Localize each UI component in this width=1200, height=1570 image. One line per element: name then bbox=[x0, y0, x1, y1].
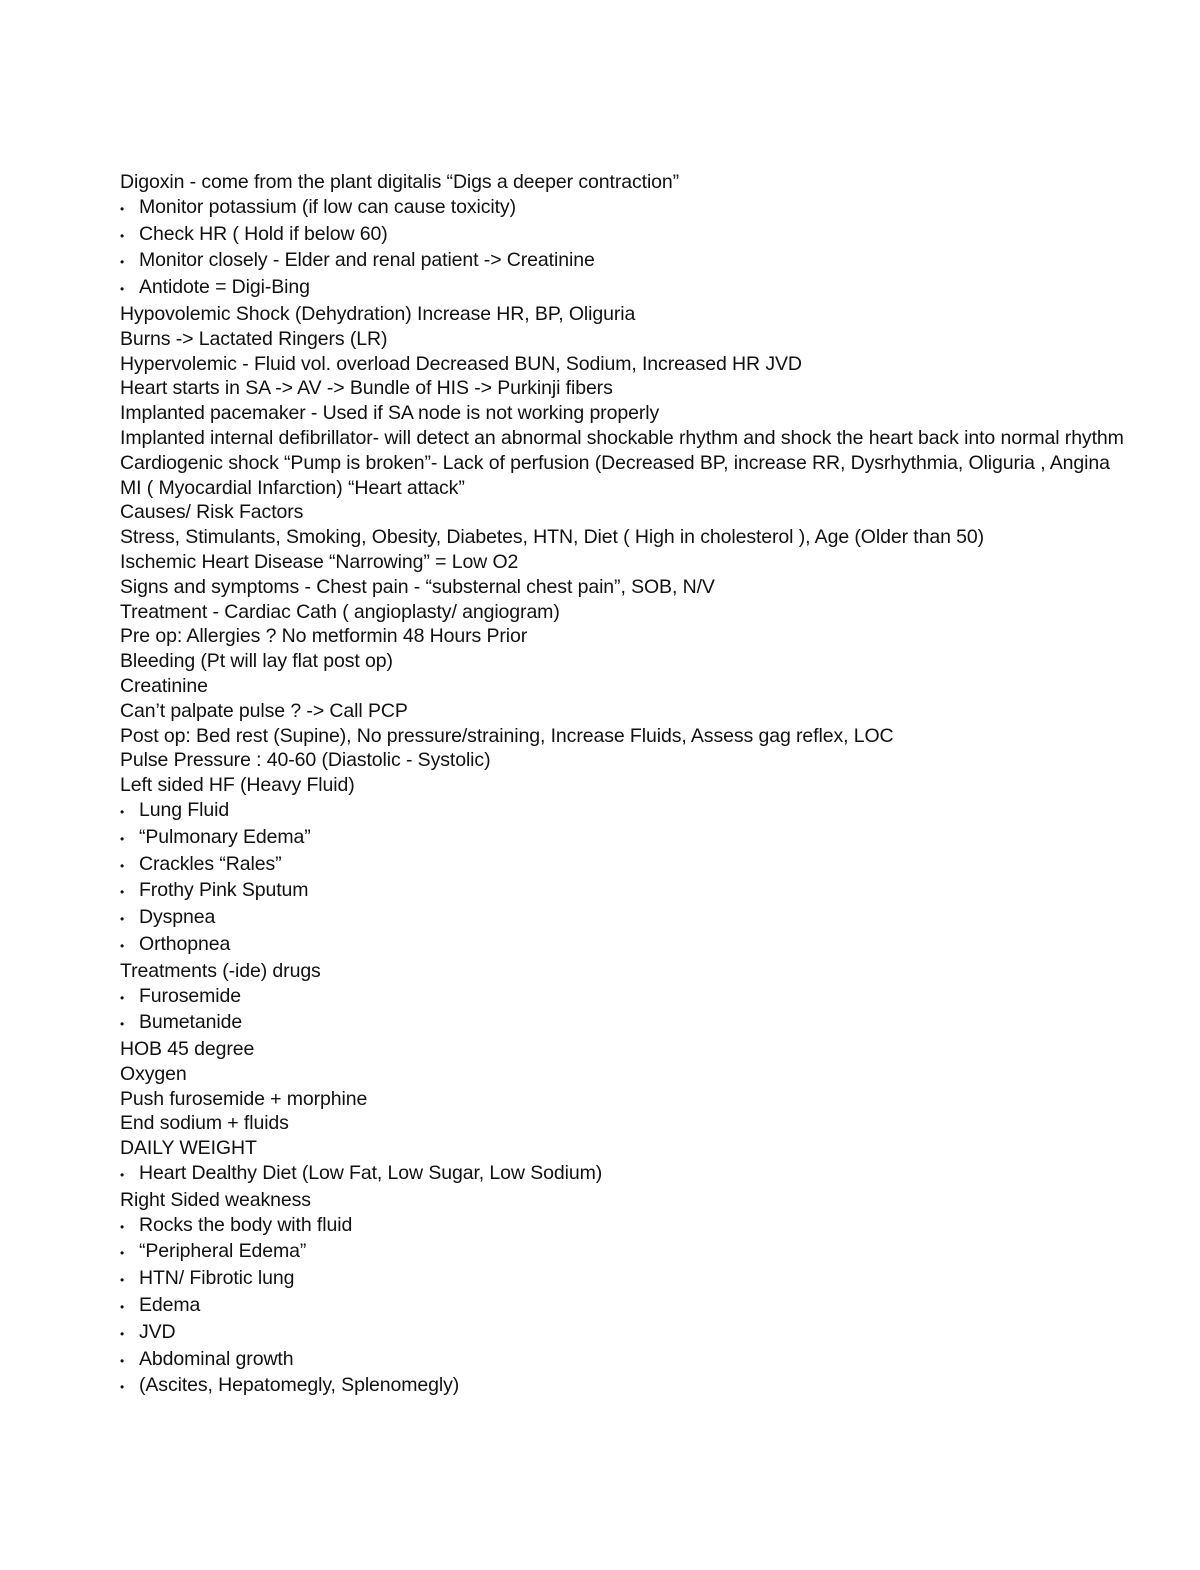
bullet-marker: • bbox=[120, 1300, 125, 1315]
text-line: End sodium + fluids bbox=[120, 1112, 289, 1135]
bullet-item bbox=[120, 222, 1160, 249]
text-line: Oxygen bbox=[120, 1062, 187, 1085]
text-line: Implanted pacemaker - Used if SA node is not working properly bbox=[120, 402, 660, 425]
bullet-text: HTN/ Fibrotic lung bbox=[139, 1267, 295, 1290]
bullet-item bbox=[120, 878, 1160, 905]
bullet-item bbox=[120, 1266, 1160, 1293]
text-line: Stress, Stimulants, Smoking, Obesity, Diabetes, HTN, Diet ( High in cholesterol ), Age (Older than 50) bbox=[120, 526, 985, 549]
bullet-marker: • bbox=[120, 1168, 125, 1183]
bullet-item bbox=[120, 275, 1160, 302]
bullet-text: Dyspnea bbox=[139, 906, 216, 929]
bullet-marker: • bbox=[120, 255, 125, 270]
bullet-text: Bumetanide bbox=[139, 1011, 243, 1034]
bullet-item bbox=[120, 1320, 1160, 1347]
bullet-marker: • bbox=[120, 1017, 125, 1032]
bullet-text: Monitor potassium (if low can cause toxicity) bbox=[139, 195, 516, 218]
text-line: Bleeding (Pt will lay flat post op) bbox=[120, 650, 393, 673]
text-line: Treatments (-ide) drugs bbox=[120, 959, 321, 982]
bullet-text: Orthopnea bbox=[139, 932, 231, 955]
text-line: Creatinine bbox=[120, 674, 208, 697]
bullet-marker: • bbox=[120, 1246, 125, 1261]
bullet-text: Edema bbox=[139, 1294, 201, 1317]
bullet-item bbox=[120, 852, 1160, 879]
bullet-item bbox=[120, 1293, 1160, 1320]
bullet-text: Lung Fluid bbox=[139, 798, 230, 821]
text-line: Pulse Pressure : 40-60 (Diastolic - Systolic) bbox=[120, 749, 491, 772]
bullet-marker: • bbox=[120, 885, 125, 900]
text-line: MI ( Myocardial Infarction) “Heart attack” bbox=[120, 476, 465, 499]
bullet-item bbox=[120, 195, 1160, 222]
text-line: Push furosemide + morphine bbox=[120, 1087, 368, 1110]
bullet-marker: • bbox=[120, 1353, 125, 1368]
bullet-marker: • bbox=[120, 282, 125, 297]
bullet-text: “Peripheral Edema” bbox=[139, 1240, 307, 1263]
text-line: Right Sided weakness bbox=[120, 1188, 311, 1211]
bullet-marker: • bbox=[120, 228, 125, 243]
bullet-text: Monitor closely - Elder and renal patient -> Creatinine bbox=[139, 249, 595, 272]
bullet-item bbox=[120, 825, 1160, 852]
bullet-item bbox=[120, 905, 1160, 932]
text-line: Ischemic Heart Disease “Narrowing” = Low O2 bbox=[120, 550, 519, 573]
text-line: Implanted internal defibrillator- will detect an abnormal shockable rhythm and shock the heart back into normal rhythm bbox=[120, 426, 1124, 449]
text-line: Cardiogenic shock “Pump is broken”- Lack of perfusion (Decreased BP, increase RR, Dysrhythmia, Oliguria , Angina bbox=[120, 451, 1110, 474]
text-line: DAILY WEIGHT bbox=[120, 1137, 257, 1160]
bullet-marker: • bbox=[120, 1326, 125, 1341]
bullet-marker: • bbox=[120, 831, 125, 846]
bullet-item bbox=[120, 1373, 1160, 1400]
bullet-marker: • bbox=[120, 912, 125, 927]
bullet-marker: • bbox=[120, 201, 125, 216]
bullet-item bbox=[120, 1347, 1160, 1374]
text-line: Hypervolemic - Fluid vol. overload Decreased BUN, Sodium, Increased HR JVD bbox=[120, 352, 802, 375]
bullet-text: Frothy Pink Sputum bbox=[139, 879, 309, 902]
text-line: Signs and symptoms - Chest pain - “substernal chest pain”, SOB, N/V bbox=[120, 575, 715, 598]
text-line: Left sided HF (Heavy Fluid) bbox=[120, 774, 355, 797]
bullet-text: Antidote = Digi-Bing bbox=[139, 276, 310, 299]
text-line: HOB 45 degree bbox=[120, 1038, 255, 1061]
text-line: Pre op: Allergies ? No metformin 48 Hours Prior bbox=[120, 625, 528, 648]
bullet-text: (Ascites, Hepatomegly, Splenomegly) bbox=[139, 1374, 460, 1397]
text-line: Can’t palpate pulse ? -> Call PCP bbox=[120, 699, 408, 722]
bullet-item bbox=[120, 984, 1160, 1011]
bullet-item bbox=[120, 1239, 1160, 1266]
bullet-text: Check HR ( Hold if below 60) bbox=[139, 222, 388, 245]
bullet-item bbox=[120, 1010, 1160, 1037]
text-line: Burns -> Lactated Ringers (LR) bbox=[120, 327, 388, 350]
text-line: Treatment - Cardiac Cath ( angioplasty/ angiogram) bbox=[120, 600, 560, 623]
document-page bbox=[120, 170, 1160, 1400]
bullet-text: Abdominal growth bbox=[139, 1347, 294, 1370]
bullet-marker: • bbox=[120, 990, 125, 1005]
bullet-text: “Pulmonary Edema” bbox=[139, 825, 311, 848]
bullet-text: Crackles “Rales” bbox=[139, 852, 282, 875]
text-line: Post op: Bed rest (Supine), No pressure/straining, Increase Fluids, Assess gag reflex, LOC bbox=[120, 724, 894, 747]
text-line: Hypovolemic Shock (Dehydration) Increase HR, BP, Oliguria bbox=[120, 302, 636, 325]
bullet-marker: • bbox=[120, 858, 125, 873]
bullet-marker: • bbox=[120, 1273, 125, 1288]
bullet-item bbox=[120, 1161, 1160, 1188]
bullet-item bbox=[120, 798, 1160, 825]
text-line: Causes/ Risk Factors bbox=[120, 501, 304, 524]
bullet-item bbox=[120, 248, 1160, 275]
bullet-text: Rocks the body with fluid bbox=[139, 1213, 353, 1236]
bullet-marker: • bbox=[120, 1219, 125, 1234]
bullet-marker: • bbox=[120, 938, 125, 953]
bullet-text: Furosemide bbox=[139, 984, 241, 1007]
bullet-text: Heart Dealthy Diet (Low Fat, Low Sugar, Low Sodium) bbox=[139, 1162, 603, 1185]
bullet-marker: • bbox=[120, 804, 125, 819]
bullet-item bbox=[120, 1213, 1160, 1240]
bullet-marker: • bbox=[120, 1380, 125, 1395]
bullet-item bbox=[120, 932, 1160, 959]
text-line: Digoxin - come from the plant digitalis “Digs a deeper contraction” bbox=[120, 171, 680, 193]
text-line: Heart starts in SA -> AV -> Bundle of HIS -> Purkinji fibers bbox=[120, 377, 613, 400]
bullet-text: JVD bbox=[139, 1320, 176, 1343]
